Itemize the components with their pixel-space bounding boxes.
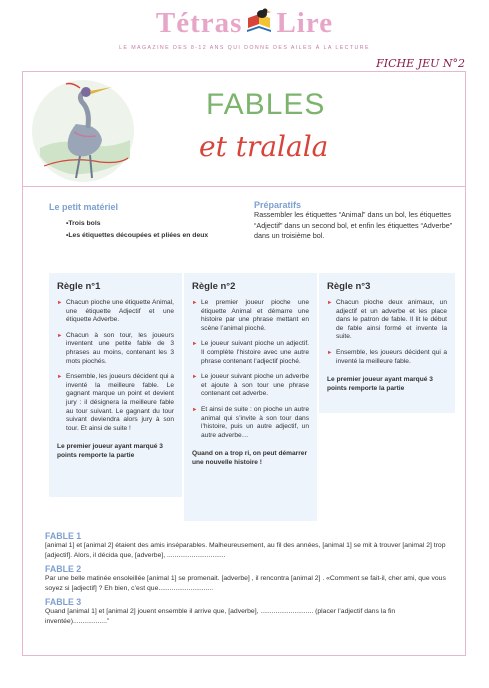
fable-2-text: Par une belle matinée ensoleillée [animal 1] se promenait. [adverbe] , il rencontra [animal 2] . «Comment se fait-il, cher ami, que vous soyez si [adjectif] ? Eh bien, c’est que............................. (45, 575, 446, 592)
rule-2-item: ► Et ainsi de suite : on pioche un autre animal qui s’invite à son tour dans l’histoire, puis un autre adjectif, un autre adverbe… (192, 406, 309, 440)
fable-1-text: [animal 1] et [animal 2] étaient des amis inséparables. Malheureusement, au fil des années, [animal 1] se mit à trouver [animal 2] trop [adjectif]. Alors, il décida que, [adverbe], ............................... (45, 542, 446, 559)
heron-illustration (30, 78, 136, 184)
sheet-label: FICHE JEU N°2 (376, 57, 465, 70)
fable-3-text: Quand [animal 1] et [animal 2] jouent ensemble il arrive que, [adverbe], ............................ (placer l’adjectif dans la fin inventée)..................” (45, 608, 396, 625)
rule-3-closing: Le premier joueur ayant marqué 3 points remporte la partie (327, 376, 433, 392)
title-et-tralala: et tralala (199, 130, 329, 163)
fable-2-title: FABLE 2 (45, 564, 82, 574)
rule-2-closing: Quand on a trop ri, on peut démarrer une nouvelle histoire ! (192, 450, 308, 466)
rule-3-panel (319, 273, 455, 413)
materials-item: •Les étiquettes découpées et pliées en deux (66, 232, 209, 239)
header-divider (23, 186, 465, 187)
rule-1-item: ► Chacun à son tour, les joueurs inventent une petite fable de 3 phrases au moins, contenant les 3 mots piochés. (57, 332, 174, 366)
rule-1-title: Règle n°1 (57, 281, 101, 292)
rule-3-item: ► Ensemble, les joueurs décident qui a inventé la meilleure fable. (327, 349, 447, 366)
materials-item: •Trois bols (66, 220, 101, 227)
logo-right-text: Lire (276, 7, 334, 39)
rule-1-item: ► Chacun pioche une étiquette Animal, une étiquette Adjectif et une étiquette Adverbe. (57, 299, 174, 325)
preparation-text: Rassembler les étiquettes “Animal” dans un bol, les étiquettes “Adjectif” dans un second bol, et enfin les étiquettes “Adverbe” dans un troisième bol. (254, 210, 453, 240)
book-bird-icon (242, 6, 276, 40)
fable-3-title: FABLE 3 (45, 597, 82, 607)
title-fables: FABLES (206, 88, 326, 121)
rule-3-item: ► Chacun pioche deux animaux, un adjectif et un adverbe et les place dans le patron de fable. Il lit le début de fable ainsi formé et invente la suite. (327, 299, 447, 342)
rule-2-item: ► Le joueur suivant pioche un adjectif. Il complète l’histoire avec une autre phrase contenant l’adjectif pioché. (192, 340, 309, 366)
logo-left-text: Tétras (155, 7, 243, 39)
fable-1-title: FABLE 1 (45, 531, 82, 541)
rule-2-item: ► Le joueur suivant pioche un adverbe et ajoute à son tour une phrase contenant cet adverbe. (192, 373, 309, 399)
magazine-tagline: LE MAGAZINE DES 8-12 ANS QUI DONNE DES AILES À LA LECTURE (119, 45, 370, 51)
rule-2-item: ► Le premier joueur pioche une étiquette Animal et démarre une histoire par une phrase mettant en scène l’animal pioché. (192, 299, 309, 333)
preparation-heading: Préparatifs (254, 200, 302, 210)
materials-heading: Le petit matériel (49, 202, 119, 212)
magazine-logo (0, 6, 489, 40)
fables-section (45, 531, 455, 626)
rule-2-title: Règle n°2 (192, 281, 236, 292)
rule-1-closing: Le premier joueur ayant marqué 3 points remporte la partie (57, 443, 163, 459)
materials-list (66, 218, 208, 242)
rule-1-item: ► Ensemble, les joueurs décident qui a inventé la meilleure fable. Le gagnant marque un point et devient jury : il désignera la meilleure fable au tour suivant. Le gagnant du tour suivant deviendra alors jury à son tour. Et ainsi de suite ! (57, 373, 174, 433)
rule-1-panel (49, 273, 182, 497)
rule-3-title: Règle n°3 (327, 281, 371, 292)
rule-2-panel (184, 273, 317, 521)
